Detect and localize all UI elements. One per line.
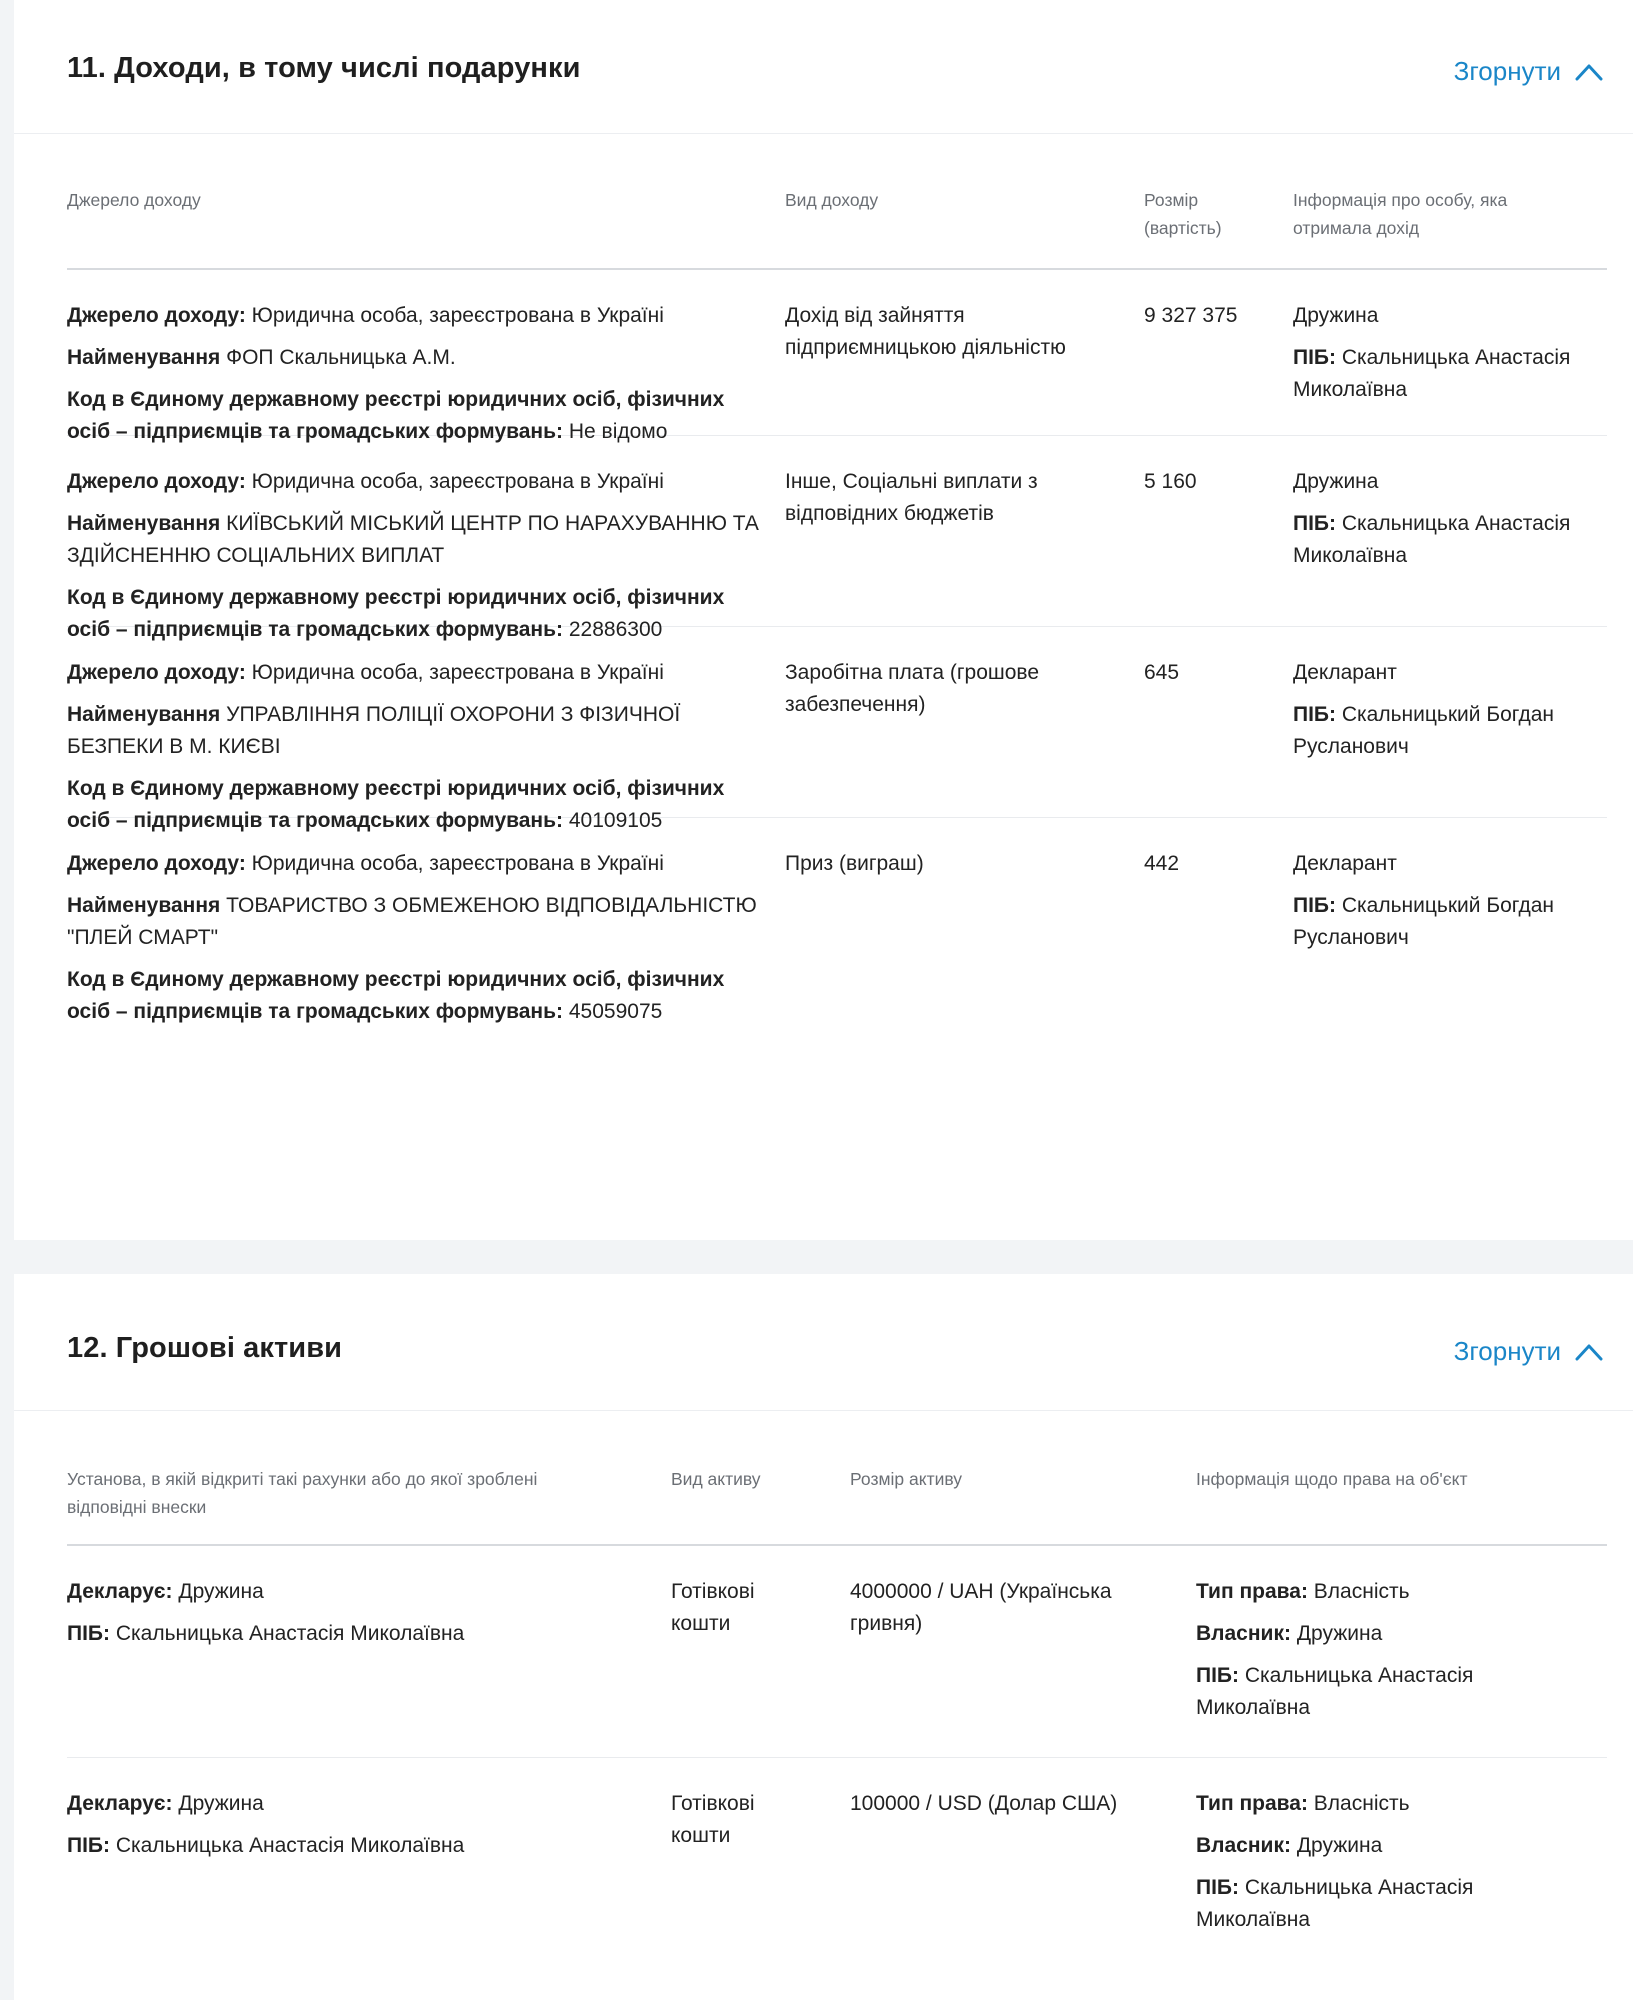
pib-value: Скальницька Анастасія Миколаївна — [115, 1622, 465, 1645]
declarant-cell — [67, 1576, 627, 1650]
column-header-asset-type: Вид активу — [671, 1469, 761, 1489]
name-label: Найменування — [67, 512, 221, 535]
table-header — [67, 134, 1607, 270]
code-label: Код в Єдиному державному реєстрі юридичних осіб, фізичних осіб – підприємців та громадських формувань: — [67, 968, 725, 1023]
recipient-cell — [1293, 300, 1593, 406]
asset-type: Готівкові кошти — [671, 1580, 755, 1635]
recipient-cell — [1293, 657, 1593, 763]
rights-cell — [1196, 1576, 1526, 1724]
code-value: 45059075 — [568, 1000, 663, 1023]
section-title: 11. Доходи, в тому числі подарунки — [67, 52, 581, 84]
owner-label: Власник: — [1196, 1834, 1291, 1857]
section-title: 12. Грошові активи — [67, 1332, 343, 1364]
recipient-role: Декларант — [1293, 852, 1397, 875]
owner-pib-value: Скальницька Анастасія Миколаївна — [1196, 1664, 1474, 1719]
income-section — [14, 0, 1633, 1240]
name-label: Найменування — [67, 346, 221, 369]
pib-label: ПІБ: — [67, 1622, 111, 1645]
recipient-name: Скальницька Анастасія Миколаївна — [1293, 512, 1571, 567]
collapse-label: Згорнути — [1453, 56, 1561, 86]
column-header-recipient: Інформація про особу, яка отримала дохід — [1293, 190, 1508, 238]
code-value: 40109105 — [568, 809, 663, 832]
recipient-cell — [1293, 466, 1593, 572]
pib-label: ПІБ: — [1293, 703, 1337, 726]
right-type-label: Тип права: — [1196, 1792, 1308, 1815]
column-header-rights: Інформація щодо права на об'єкт — [1196, 1469, 1468, 1489]
chevron-up-icon — [1575, 1343, 1603, 1361]
asset-type: Готівкові кошти — [671, 1792, 755, 1847]
chevron-up-icon — [1575, 63, 1603, 81]
right-type-label: Тип права: — [1196, 1580, 1308, 1603]
owner-value: Дружина — [1296, 1622, 1383, 1645]
name-label: Найменування — [67, 703, 221, 726]
right-type-value: Власність — [1313, 1792, 1410, 1815]
assets-table — [67, 1411, 1607, 1970]
table-row — [67, 1758, 1607, 1970]
name-value: ФОП Скальницька А.М. — [226, 346, 456, 369]
table-header — [67, 1411, 1607, 1546]
source-label: Джерело доходу: — [67, 470, 246, 493]
recipient-role: Дружина — [1293, 470, 1379, 493]
declarant-cell — [67, 1788, 627, 1862]
collapse-button[interactable] — [1454, 56, 1603, 87]
code-label: Код в Єдиному державному реєстрі юридичних осіб, фізичних осіб – підприємців та громадських формувань: — [67, 586, 725, 641]
owner-label: Власник: — [1196, 1622, 1291, 1645]
pib-label: ПІБ: — [1293, 346, 1337, 369]
recipient-name: Скальницький Богдан Русланович — [1293, 894, 1555, 949]
income-source-cell — [67, 466, 767, 646]
income-type: Заробітна плата (грошове забезпечення) — [785, 661, 1040, 716]
name-label: Найменування — [67, 894, 221, 917]
code-value: 22886300 — [568, 618, 663, 641]
rights-cell — [1196, 1788, 1526, 1936]
recipient-name: Скальницький Богдан Русланович — [1293, 703, 1555, 758]
pib-label: ПІБ: — [1196, 1876, 1240, 1899]
income-amount: 442 — [1144, 852, 1180, 875]
income-amount: 645 — [1144, 661, 1180, 684]
table-row — [67, 270, 1607, 443]
source-label: Джерело доходу: — [67, 661, 246, 684]
pib-label: ПІБ: — [1293, 894, 1337, 917]
income-section-header — [14, 0, 1633, 134]
recipient-name: Скальницька Анастасія Миколаївна — [1293, 346, 1571, 401]
owner-pib-value: Скальницька Анастасія Миколаївна — [1196, 1876, 1474, 1931]
asset-size: 4000000 / UAH (Українська гривня) — [850, 1580, 1112, 1635]
source-label: Джерело доходу: — [67, 852, 246, 875]
income-source-cell — [67, 657, 767, 837]
column-header-type: Вид доходу — [785, 190, 879, 210]
asset-size: 100000 / USD (Долар США) — [850, 1792, 1118, 1815]
source-value: Юридична особа, зареєстрована в Україні — [251, 852, 664, 875]
declares-label: Декларує: — [67, 1580, 173, 1603]
declares-value: Дружина — [178, 1580, 264, 1603]
declares-label: Декларує: — [67, 1792, 173, 1815]
source-value: Юридична особа, зареєстрована в Україні — [251, 661, 664, 684]
income-type: Інше, Соціальні виплати з відповідних бюджетів — [785, 470, 1038, 525]
income-source-cell — [67, 300, 767, 448]
pib-label: ПІБ: — [67, 1834, 111, 1857]
income-amount: 5 160 — [1144, 470, 1197, 493]
collapse-label: Згорнути — [1453, 1336, 1561, 1366]
source-value: Юридична особа, зареєстрована в Україні — [251, 304, 664, 327]
table-row — [67, 818, 1607, 1023]
declares-value: Дружина — [178, 1792, 264, 1815]
column-header-institution: Установа, в якій відкриті такі рахунки або до якої зроблені відповідні внески — [67, 1469, 538, 1517]
recipient-cell — [1293, 848, 1593, 954]
column-header-amount: Розмір (вартість) — [1144, 190, 1222, 238]
code-label: Код в Єдиному державному реєстрі юридичних осіб, фізичних осіб – підприємців та громадських формувань: — [67, 388, 725, 443]
source-label: Джерело доходу: — [67, 304, 246, 327]
income-type: Дохід від зайняття підприємницькою діяльністю — [785, 304, 1066, 359]
source-value: Юридична особа, зареєстрована в Україні — [251, 470, 664, 493]
pib-label: ПІБ: — [1196, 1664, 1240, 1687]
income-type: Приз (виграш) — [785, 852, 924, 875]
pib-value: Скальницька Анастасія Миколаївна — [115, 1834, 465, 1857]
right-type-value: Власність — [1313, 1580, 1410, 1603]
table-row — [67, 436, 1607, 641]
recipient-role: Дружина — [1293, 304, 1379, 327]
income-amount: 9 327 375 — [1144, 304, 1238, 327]
column-header-source: Джерело доходу — [67, 190, 201, 210]
collapse-button[interactable] — [1454, 1336, 1603, 1367]
owner-value: Дружина — [1296, 1834, 1383, 1857]
recipient-role: Декларант — [1293, 661, 1397, 684]
name-value: КИЇВСЬКИЙ МІСЬКИЙ ЦЕНТР ПО НАРАХУВАННЮ ТА ЗДІЙСНЕННЮ СОЦІАЛЬНИХ ВИПЛАТ — [67, 512, 759, 567]
pib-label: ПІБ: — [1293, 512, 1337, 535]
monetary-assets-section — [14, 1274, 1633, 2000]
name-value: ТОВАРИСТВО З ОБМЕЖЕНОЮ ВІДПОВІДАЛЬНІСТЮ "ПЛЕЙ СМАРТ" — [67, 894, 757, 949]
table-row — [67, 1546, 1607, 1758]
monetary-assets-header — [14, 1274, 1633, 1411]
name-value: УПРАВЛІННЯ ПОЛІЦІЇ ОХОРОНИ З ФІЗИЧНОЇ БЕЗПЕКИ В М. КИЄВІ — [67, 703, 681, 758]
column-header-asset-size: Розмір активу — [850, 1469, 963, 1489]
code-label: Код в Єдиному державному реєстрі юридичних осіб, фізичних осіб – підприємців та громадських формувань: — [67, 777, 725, 832]
table-row — [67, 627, 1607, 832]
income-source-cell — [67, 848, 767, 1028]
code-value: Не відомо — [568, 420, 668, 443]
income-table — [67, 134, 1607, 1023]
